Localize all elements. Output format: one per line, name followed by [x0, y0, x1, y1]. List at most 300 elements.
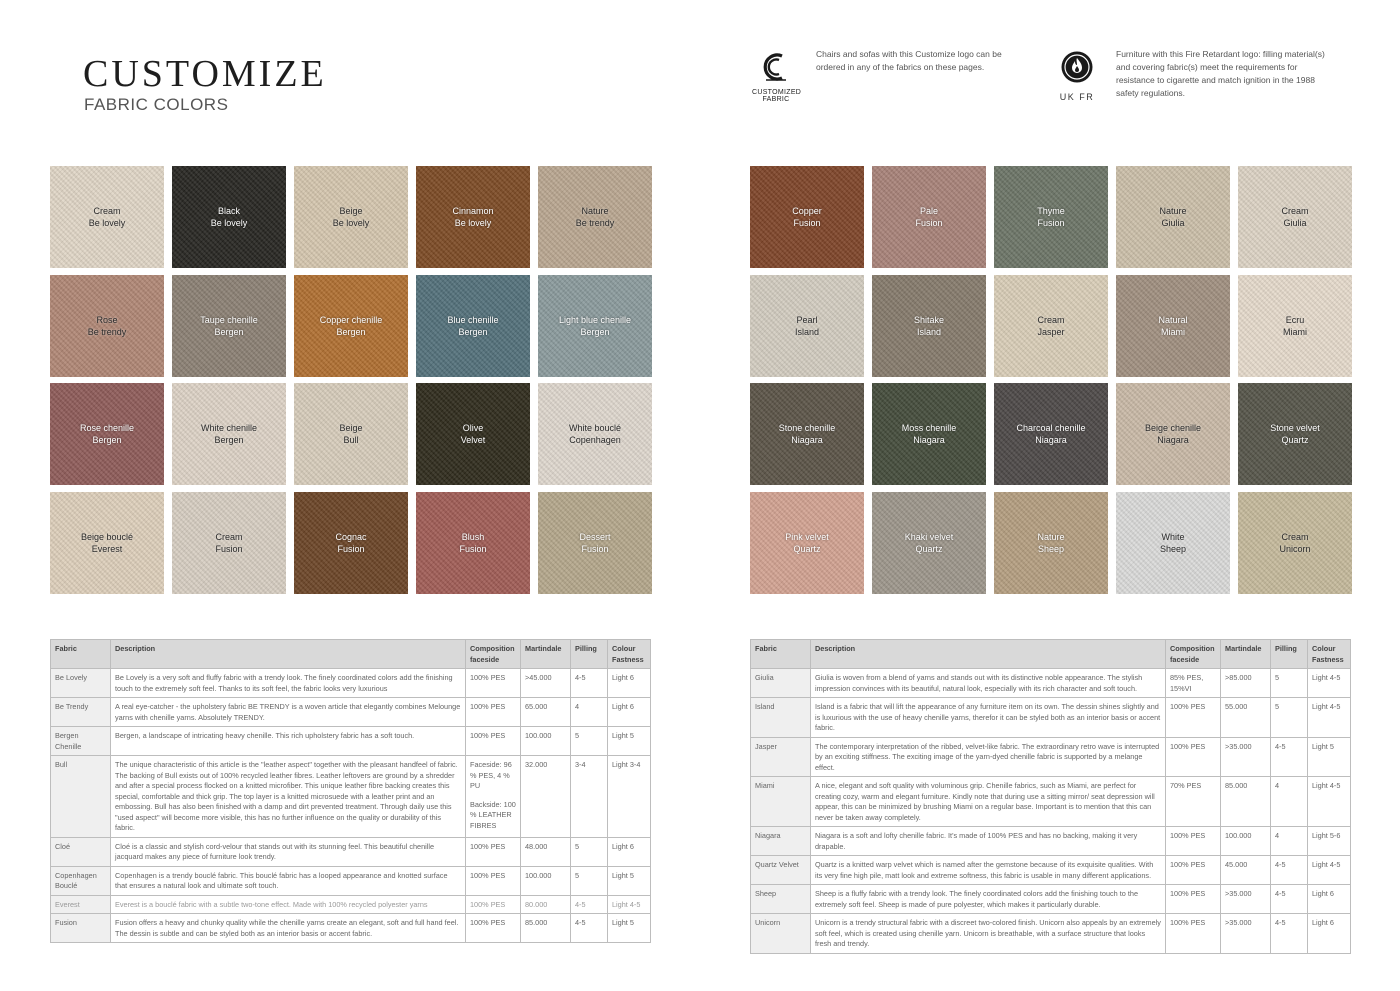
swatch-fabric-name: Quartz: [1281, 435, 1309, 445]
table-header-row: [751, 640, 1351, 669]
swatch-label: [576, 205, 615, 229]
swatch-fabric-name: Fusion: [793, 218, 821, 228]
cell-fabric: Copenhagen Bouclé: [51, 866, 111, 895]
table-row: [51, 866, 651, 895]
swatch-fabric-name: Giulia: [1161, 218, 1185, 228]
swatch-fabric-name: Be lovely: [332, 218, 370, 228]
cell-pilling: 5: [571, 837, 608, 866]
cell-colour-fastness: Light 5: [608, 914, 651, 943]
swatch-fabric-name: Jasper: [1037, 326, 1065, 337]
fabric-swatch[interactable]: [294, 492, 408, 594]
cell-description: A nice, elegant and soft quality with voluminous grip. Chenille fabrics, such as Miami, are perfect for creating cozy, warm and elegant furniture. Kindly note that during use a sitting mirror/ seat depression will appear, this can be minimized by brushing Miami on a regular base. Important is to mention that this can never be taken away completely.: [811, 777, 1166, 827]
cell-martindale: 65.000: [521, 698, 571, 727]
swatch-color-name: Stone chenille: [778, 423, 836, 433]
swatch-label: [1279, 531, 1310, 555]
swatch-color-name: Beige: [339, 206, 363, 216]
fabric-swatch[interactable]: [50, 166, 164, 268]
header-colour-fastness: Colour Fastness: [608, 640, 651, 669]
cell-martindale: >35.000: [1221, 885, 1271, 914]
fabric-swatch-grid-left: [50, 166, 652, 594]
table-row: [751, 698, 1351, 738]
cell-description: Fusion offers a heavy and chunky quality while the chenille yarns create an elegant, soft and full hand feel. The dessin is subtle and can be styled both as an interior basis or accent fabric.: [111, 914, 466, 943]
fabric-swatch[interactable]: [1238, 166, 1352, 268]
fabric-swatch[interactable]: [750, 166, 864, 268]
fabric-swatch[interactable]: [172, 383, 286, 485]
swatch-color-name: Beige bouclé: [80, 531, 134, 542]
cell-description: A real eye-catcher - the upholstery fabric BE TRENDY is a woven article that elegantly combines Melounge yarns with chenille yarns. Absolutely TRENDY.: [111, 698, 466, 727]
swatch-label: [1145, 422, 1201, 446]
cell-colour-fastness: Light 4-5: [1308, 777, 1351, 827]
cell-pilling: 5: [571, 727, 608, 756]
swatch-label: [81, 531, 133, 555]
cell-fabric: Unicorn: [751, 914, 811, 954]
swatch-fabric-name: Niagara: [791, 435, 823, 445]
swatch-fabric-name: Copenhagen: [569, 435, 621, 445]
composition-backside: Backside: 100 % LEATHER FIBRES: [470, 799, 516, 830]
fabric-swatch[interactable]: [1238, 275, 1352, 377]
fabric-swatch[interactable]: [294, 383, 408, 485]
swatch-fabric-name: Fusion: [459, 543, 487, 554]
cell-description: The contemporary interpretation of the ribbed, velvet-like fabric. The extraordinary retro wave is interrupted by an exciting stiffness. The exciting image of the yarn-dyed chenille fabric is supported by a melange effect.: [811, 737, 1166, 777]
cell-colour-fastness: Light 6: [1308, 914, 1351, 954]
cell-fabric: Giulia: [751, 669, 811, 698]
table-row: [751, 885, 1351, 914]
cell-fabric: Cloé: [51, 837, 111, 866]
fabric-swatch[interactable]: [294, 275, 408, 377]
fabric-swatch[interactable]: [872, 492, 986, 594]
cell-martindale: 45.000: [1221, 856, 1271, 885]
fabric-swatch[interactable]: [538, 275, 652, 377]
header-martindale: Martindale: [521, 640, 571, 669]
swatch-fabric-name: Miami: [1283, 326, 1307, 337]
swatch-color-name: Nature: [1159, 206, 1187, 216]
customized-c-icon: [756, 50, 796, 84]
fabric-swatch[interactable]: [1238, 383, 1352, 485]
cell-description: Cloé is a classic and stylish cord-velour that stands out with its stunning feel. This beautiful chenille jacquard makes any piece of furniture look trendy.: [111, 837, 466, 866]
header-pilling: Pilling: [571, 640, 608, 669]
swatch-label: [1158, 314, 1187, 338]
cell-pilling: 5: [1271, 669, 1308, 698]
cell-description: Giulia is woven from a blend of yarns and stands out with its distinctive noble appearance. The stylish impression convinces with its beautiful, natural look, especially with its rich character and soft touch.: [811, 669, 1166, 698]
cell-colour-fastness: Light 5: [608, 866, 651, 895]
table-header-row: [51, 640, 651, 669]
swatch-fabric-name: Be lovely: [88, 218, 126, 228]
swatch-label: [201, 422, 257, 446]
cell-colour-fastness: Light 6: [1308, 885, 1351, 914]
swatch-fabric-name: Fusion: [337, 543, 365, 554]
swatch-color-name: Cream: [215, 531, 243, 542]
cell-composition: 100% PES: [1166, 856, 1221, 885]
cell-fabric: Miami: [751, 777, 811, 827]
swatch-color-name: Cream: [1281, 531, 1309, 542]
fabric-swatch[interactable]: [172, 166, 286, 268]
swatch-color-name: Charcoal chenille: [1016, 423, 1086, 433]
cell-composition: 100% PES: [1166, 914, 1221, 954]
fabric-spec-table-left: [50, 639, 651, 943]
cell-pilling: 4-5: [571, 669, 608, 698]
fabric-swatch[interactable]: [872, 383, 986, 485]
cell-description: Everest is a bouclé fabric with a subtle two-tone effect. Made with 100% recycled polyester yarns: [111, 895, 466, 914]
cell-composition: 85% PES, 15%VI: [1166, 669, 1221, 698]
fabric-swatch[interactable]: [1116, 166, 1230, 268]
swatch-color-name: Light blue chenille: [558, 314, 632, 325]
table-row: [751, 777, 1351, 827]
swatch-label: [1016, 422, 1085, 446]
cell-composition: 100% PES: [466, 914, 521, 943]
cell-pilling: 4-5: [1271, 737, 1308, 777]
cell-colour-fastness: Light 5-6: [1308, 827, 1351, 856]
fabric-swatch[interactable]: [994, 492, 1108, 594]
swatch-label: [80, 422, 134, 446]
swatch-label: [335, 531, 366, 555]
fabric-swatch[interactable]: [1238, 492, 1352, 594]
fabric-swatch[interactable]: [50, 383, 164, 485]
composition-faceside: Faceside: 96 % PES, 4 % PU: [470, 760, 512, 790]
cell-colour-fastness: Light 4-5: [1308, 669, 1351, 698]
swatch-label: [795, 314, 819, 338]
table-row: [51, 914, 651, 943]
swatch-label: [1160, 531, 1186, 555]
swatch-label: [559, 314, 631, 338]
swatch-color-name: Natural: [1158, 314, 1188, 325]
table-row: [751, 856, 1351, 885]
swatch-label: [215, 531, 242, 555]
cell-description: Copenhagen is a trendy bouclé fabric. This bouclé fabric has a looped appearance and knotted surface that ensures a natural look and ultimate soft touch.: [111, 866, 466, 895]
table-row: [51, 756, 651, 838]
swatch-color-name: Beige chenille: [1144, 423, 1202, 433]
swatch-fabric-name: Niagara: [1157, 435, 1189, 445]
cell-composition: 100% PES: [466, 837, 521, 866]
swatch-color-name: Nature: [1037, 531, 1065, 542]
swatch-fabric-name: Be trendy: [87, 326, 127, 337]
table-row: [51, 698, 651, 727]
fabric-swatch[interactable]: [538, 383, 652, 485]
swatch-color-name: Pearl: [796, 314, 818, 325]
cell-fabric: Niagara: [751, 827, 811, 856]
cell-colour-fastness: Light 4-5: [1308, 856, 1351, 885]
fabric-swatch[interactable]: [50, 275, 164, 377]
fabric-swatch[interactable]: [172, 275, 286, 377]
swatch-color-name: Cinnamon: [452, 206, 494, 216]
swatch-color-name: Black: [217, 206, 240, 216]
swatch-label: [569, 422, 621, 446]
swatch-fabric-name: Island: [794, 326, 820, 337]
fabric-swatch[interactable]: [1116, 383, 1230, 485]
swatch-fabric-name: Everest: [91, 543, 123, 554]
swatch-fabric-name: Fusion: [1037, 218, 1065, 228]
cell-martindale: >35.000: [1221, 914, 1271, 954]
fabric-swatch[interactable]: [994, 166, 1108, 268]
swatch-color-name: Rose chenille: [79, 423, 135, 433]
swatch-label: [1037, 314, 1064, 338]
swatch-fabric-name: Bergen: [92, 435, 122, 445]
cell-pilling: 4-5: [571, 914, 608, 943]
cell-fabric: Bull: [51, 756, 111, 838]
cell-fabric: Everest: [51, 895, 111, 914]
swatch-fabric-name: Sheep: [1159, 543, 1187, 554]
cell-colour-fastness: Light 4-5: [1308, 698, 1351, 738]
cell-martindale: >85.000: [1221, 669, 1271, 698]
swatch-fabric-name: Fusion: [581, 543, 609, 554]
cell-composition: 100% PES: [1166, 698, 1221, 738]
swatch-label: [447, 314, 498, 338]
swatch-fabric-name: Bergen: [336, 326, 366, 337]
fabric-swatch[interactable]: [294, 166, 408, 268]
swatch-color-name: Cream: [1281, 206, 1309, 216]
cell-fabric: Be Lovely: [51, 669, 111, 698]
fabric-swatch-grid-right: [750, 166, 1352, 594]
swatch-fabric-name: Sheep: [1037, 543, 1064, 554]
swatch-label: [785, 531, 829, 555]
cell-fabric: Island: [751, 698, 811, 738]
cell-fabric: Bergen Chenille: [51, 727, 111, 756]
swatch-color-name: Cream: [93, 206, 121, 216]
swatch-fabric-name: Bull: [343, 435, 359, 445]
cell-pilling: 4: [571, 698, 608, 727]
swatch-fabric-name: Bergen: [580, 326, 610, 337]
cell-composition: 100% PES: [1166, 827, 1221, 856]
swatch-label: [211, 205, 248, 229]
fabric-swatch[interactable]: [750, 275, 864, 377]
fabric-swatch[interactable]: [172, 492, 286, 594]
cell-colour-fastness: Light 6: [608, 669, 651, 698]
cell-martindale: 85.000: [521, 914, 571, 943]
cell-martindale: 55.000: [1221, 698, 1271, 738]
swatch-label: [200, 314, 258, 338]
cell-description: Island is a fabric that will lift the appearance of any furniture item on its own. The dessin shines slightly and is luxurious with the use of heavy chenille yarns, therefor it can be styled both as an interior basis or accent fabric.: [811, 698, 1166, 738]
uk-fr-logo: [1056, 50, 1098, 102]
swatch-color-name: White chenille: [200, 423, 258, 433]
swatch-label: [914, 314, 944, 338]
swatch-color-name: Copper chenille: [319, 314, 383, 325]
cell-martindale: 48.000: [521, 837, 571, 866]
table-row: [51, 669, 651, 698]
swatch-label: [779, 422, 836, 446]
swatch-fabric-name: Miami: [1160, 326, 1185, 337]
cell-composition: 100% PES: [466, 866, 521, 895]
swatch-color-name: Shitake: [913, 314, 945, 325]
customized-caption-line2: FABRIC: [762, 96, 790, 103]
swatch-label: [579, 531, 610, 555]
cell-pilling: 4: [1271, 827, 1308, 856]
swatch-label: [88, 314, 127, 338]
header-martindale: Martindale: [1221, 640, 1271, 669]
swatch-label: [1037, 531, 1064, 555]
swatch-fabric-name: Be trendy: [575, 218, 615, 228]
cell-martindale: 32.000: [521, 756, 571, 838]
header-description: Description: [811, 640, 1166, 669]
cell-martindale: >45.000: [521, 669, 571, 698]
swatch-fabric-name: Niagara: [913, 435, 945, 445]
fabric-swatch[interactable]: [994, 383, 1108, 485]
swatch-label: [1159, 205, 1186, 229]
swatch-color-name: Thyme: [1037, 206, 1065, 216]
swatch-fabric-name: Island: [916, 326, 942, 337]
cell-fabric: Sheep: [751, 885, 811, 914]
table-row: [51, 727, 651, 756]
swatch-fabric-name: Quartz: [793, 543, 821, 554]
fabric-swatch[interactable]: [416, 492, 530, 594]
cell-martindale: 85.000: [1221, 777, 1271, 827]
cell-martindale: 100.000: [1221, 827, 1271, 856]
cell-pilling: 4-5: [1271, 856, 1308, 885]
cell-colour-fastness: Light 5: [608, 727, 651, 756]
cell-martindale: 80.000: [521, 895, 571, 914]
cell-description: Quartz is a knitted warp velvet which is named after the gemstone because of its exquisite qualities. With its very fine high pile, matt look and extreme softness, this fabric is usable in many different applications.: [811, 856, 1166, 885]
cell-composition: 100% PES: [466, 727, 521, 756]
swatch-fabric-name: Velvet: [460, 435, 486, 445]
table-row: [51, 895, 651, 914]
swatch-color-name: White bouclé: [568, 423, 622, 433]
cell-pilling: 3-4: [571, 756, 608, 838]
table-row: [751, 737, 1351, 777]
header-composition: Composition faceside: [466, 640, 521, 669]
table-row: [751, 914, 1351, 954]
cell-composition: 100% PES: [466, 669, 521, 698]
swatch-label: [333, 205, 370, 229]
cell-description: Be Lovely is a very soft and fluffy fabric with a trendy look. The finely coordinated colors add the finishing touch to the extremely soft feel. Thanks to its soft feel, the fabric looks very luxurious: [111, 669, 466, 698]
cell-pilling: 4-5: [1271, 885, 1308, 914]
cell-composition: [466, 756, 521, 838]
page-title: CUSTOMIZE: [83, 53, 327, 95]
fire-retardant-icon: [1060, 50, 1094, 84]
cell-martindale: 100.000: [521, 727, 571, 756]
header-fabric: Fabric: [51, 640, 111, 669]
swatch-color-name: Rose: [96, 314, 118, 325]
cell-colour-fastness: Light 5: [1308, 737, 1351, 777]
swatch-color-name: Khaki velvet: [904, 531, 954, 542]
swatch-fabric-name: Quartz: [915, 543, 943, 554]
table-row: [751, 827, 1351, 856]
swatch-label: [1270, 422, 1320, 446]
customized-caption-line1: CUSTOMIZED: [752, 89, 802, 96]
swatch-fabric-name: Bergen: [214, 326, 244, 337]
header-fabric: Fabric: [751, 640, 811, 669]
cell-description: Unicorn is a trendy structural fabric with a discreet two-colored finish. Unicorn also appeals by an extremely soft feel, which is created using chenille yarn. Unicorn is breathable, with a surface structure that looks fresh and trendy.: [811, 914, 1166, 954]
fabric-swatch[interactable]: [872, 166, 986, 268]
swatch-color-name: Cream: [1037, 314, 1065, 325]
cell-composition: 100% PES: [466, 895, 521, 914]
cell-fabric: Be Trendy: [51, 698, 111, 727]
uk-fr-caption: UK FR: [1059, 92, 1095, 102]
table-row: [751, 669, 1351, 698]
cell-fabric: Jasper: [751, 737, 811, 777]
header-composition: Composition faceside: [1166, 640, 1221, 669]
cell-colour-fastness: Light 3-4: [608, 756, 651, 838]
fabric-swatch[interactable]: [538, 492, 652, 594]
cell-pilling: 4-5: [1271, 914, 1308, 954]
fabric-swatch[interactable]: [1116, 492, 1230, 594]
fabric-swatch[interactable]: [416, 383, 530, 485]
cell-pilling: 4: [1271, 777, 1308, 827]
swatch-label: [915, 205, 942, 229]
cell-composition: 100% PES: [466, 698, 521, 727]
cell-colour-fastness: Light 6: [608, 698, 651, 727]
swatch-label: [905, 531, 954, 555]
swatch-fabric-name: Bergen: [214, 435, 244, 445]
cell-pilling: 5: [1271, 698, 1308, 738]
fabric-swatch[interactable]: [538, 166, 652, 268]
customized-logo-text: Chairs and sofas with this Customize logo can be ordered in any of the fabrics on these pages.: [816, 49, 1002, 72]
swatch-fabric-name: Fusion: [915, 218, 943, 228]
fabric-swatch[interactable]: [872, 275, 986, 377]
swatch-color-name: Olive: [462, 423, 484, 433]
cell-composition: 70% PES: [1166, 777, 1221, 827]
fabric-swatch[interactable]: [50, 492, 164, 594]
cell-fabric: Quartz Velvet: [751, 856, 811, 885]
swatch-fabric-name: Unicorn: [1279, 543, 1311, 554]
cell-pilling: 4-5: [571, 895, 608, 914]
swatch-label: [1281, 205, 1308, 229]
swatch-color-name: Pink velvet: [785, 531, 829, 542]
swatch-label: [89, 205, 126, 229]
cell-colour-fastness: Light 6: [608, 837, 651, 866]
fabric-spec-table-right: [750, 639, 1351, 954]
swatch-label: [1283, 314, 1307, 338]
cell-fabric: Fusion: [51, 914, 111, 943]
cell-description: The unique characteristic of this article is the "leather aspect" together with the pleasant handfeel of fabric. The backing of Bull exists out of 100% recycled leather fibres. Leather leftovers are ground by a shredder and after a special process flocked on a knitted microfiber. This unique leather fibre backing creates this special, comfortable and thick grip. The top layer is a knitted microsuede with a leather print and an embossing. Bull has also been finished with a damp and dirt prevented treatment. Through daily use this "used aspect" will become more visible, this has no further influence on the quality or durability of this fabric.: [111, 756, 466, 838]
swatch-label: [452, 205, 493, 229]
swatch-label: [459, 531, 486, 555]
swatch-color-name: Nature: [581, 206, 609, 216]
swatch-label: [461, 422, 486, 446]
swatch-color-name: Taupe chenille: [200, 314, 258, 325]
swatch-label: [1037, 205, 1065, 229]
cell-pilling: 5: [571, 866, 608, 895]
fabric-swatch[interactable]: [750, 492, 864, 594]
header-colour-fastness: Colour Fastness: [1308, 640, 1351, 669]
swatch-fabric-name: Bergen: [458, 326, 488, 337]
fabric-swatch[interactable]: [994, 275, 1108, 377]
cell-description: Sheep is a fluffy fabric with a trendy look. The finely coordinated colors add the finishing touch to the extremely soft feel. Sheep is made of pure polyester, which makes it particularly durable.: [811, 885, 1166, 914]
swatch-fabric-name: Fusion: [215, 543, 243, 554]
uk-fr-logo-text: Furniture with this Fire Retardant logo: filling material(s) and covering fabric(s) meet the requirements for resistance to cigarette and match ignition in the 1988 safety regulations.: [1116, 49, 1325, 98]
swatch-color-name: Pale: [919, 206, 938, 216]
cell-colour-fastness: Light 4-5: [608, 895, 651, 914]
fabric-swatch[interactable]: [750, 383, 864, 485]
fabric-swatch[interactable]: [1116, 275, 1230, 377]
swatch-color-name: Stone velvet: [1270, 423, 1320, 433]
swatch-fabric-name: Be lovely: [210, 218, 248, 228]
swatch-label: [339, 422, 362, 446]
swatch-fabric-name: Niagara: [1035, 435, 1067, 445]
page-subtitle: FABRIC COLORS: [84, 95, 229, 114]
swatch-color-name: Cognac: [335, 531, 367, 542]
swatch-color-name: Dessert: [579, 531, 611, 542]
swatch-color-name: Copper: [792, 206, 822, 216]
fabric-swatch[interactable]: [416, 275, 530, 377]
swatch-fabric-name: Be lovely: [454, 218, 492, 228]
swatch-color-name: White: [1161, 531, 1185, 542]
swatch-fabric-name: Giulia: [1283, 218, 1307, 228]
cell-description: Niagara is a soft and lofty chenille fabric. It's made of 100% PES and has no backing, making it very drapable.: [811, 827, 1166, 856]
cell-description: Bergen, a landscape of intricating heavy chenille. This rich upholstery fabric has a soft touch.: [111, 727, 466, 756]
swatch-color-name: Beige: [339, 423, 363, 433]
swatch-label: [792, 205, 822, 229]
customized-fabric-logo: [752, 50, 800, 103]
header-description: Description: [111, 640, 466, 669]
swatch-label: [320, 314, 383, 338]
swatch-label: [902, 422, 957, 446]
cell-martindale: >35.000: [1221, 737, 1271, 777]
swatch-color-name: Moss chenille: [901, 423, 957, 433]
cell-martindale: 100.000: [521, 866, 571, 895]
fabric-swatch[interactable]: [416, 166, 530, 268]
swatch-color-name: Blue chenille: [447, 314, 499, 325]
header-pilling: Pilling: [1271, 640, 1308, 669]
swatch-color-name: Blush: [461, 531, 485, 542]
swatch-color-name: Ecru: [1285, 314, 1305, 325]
